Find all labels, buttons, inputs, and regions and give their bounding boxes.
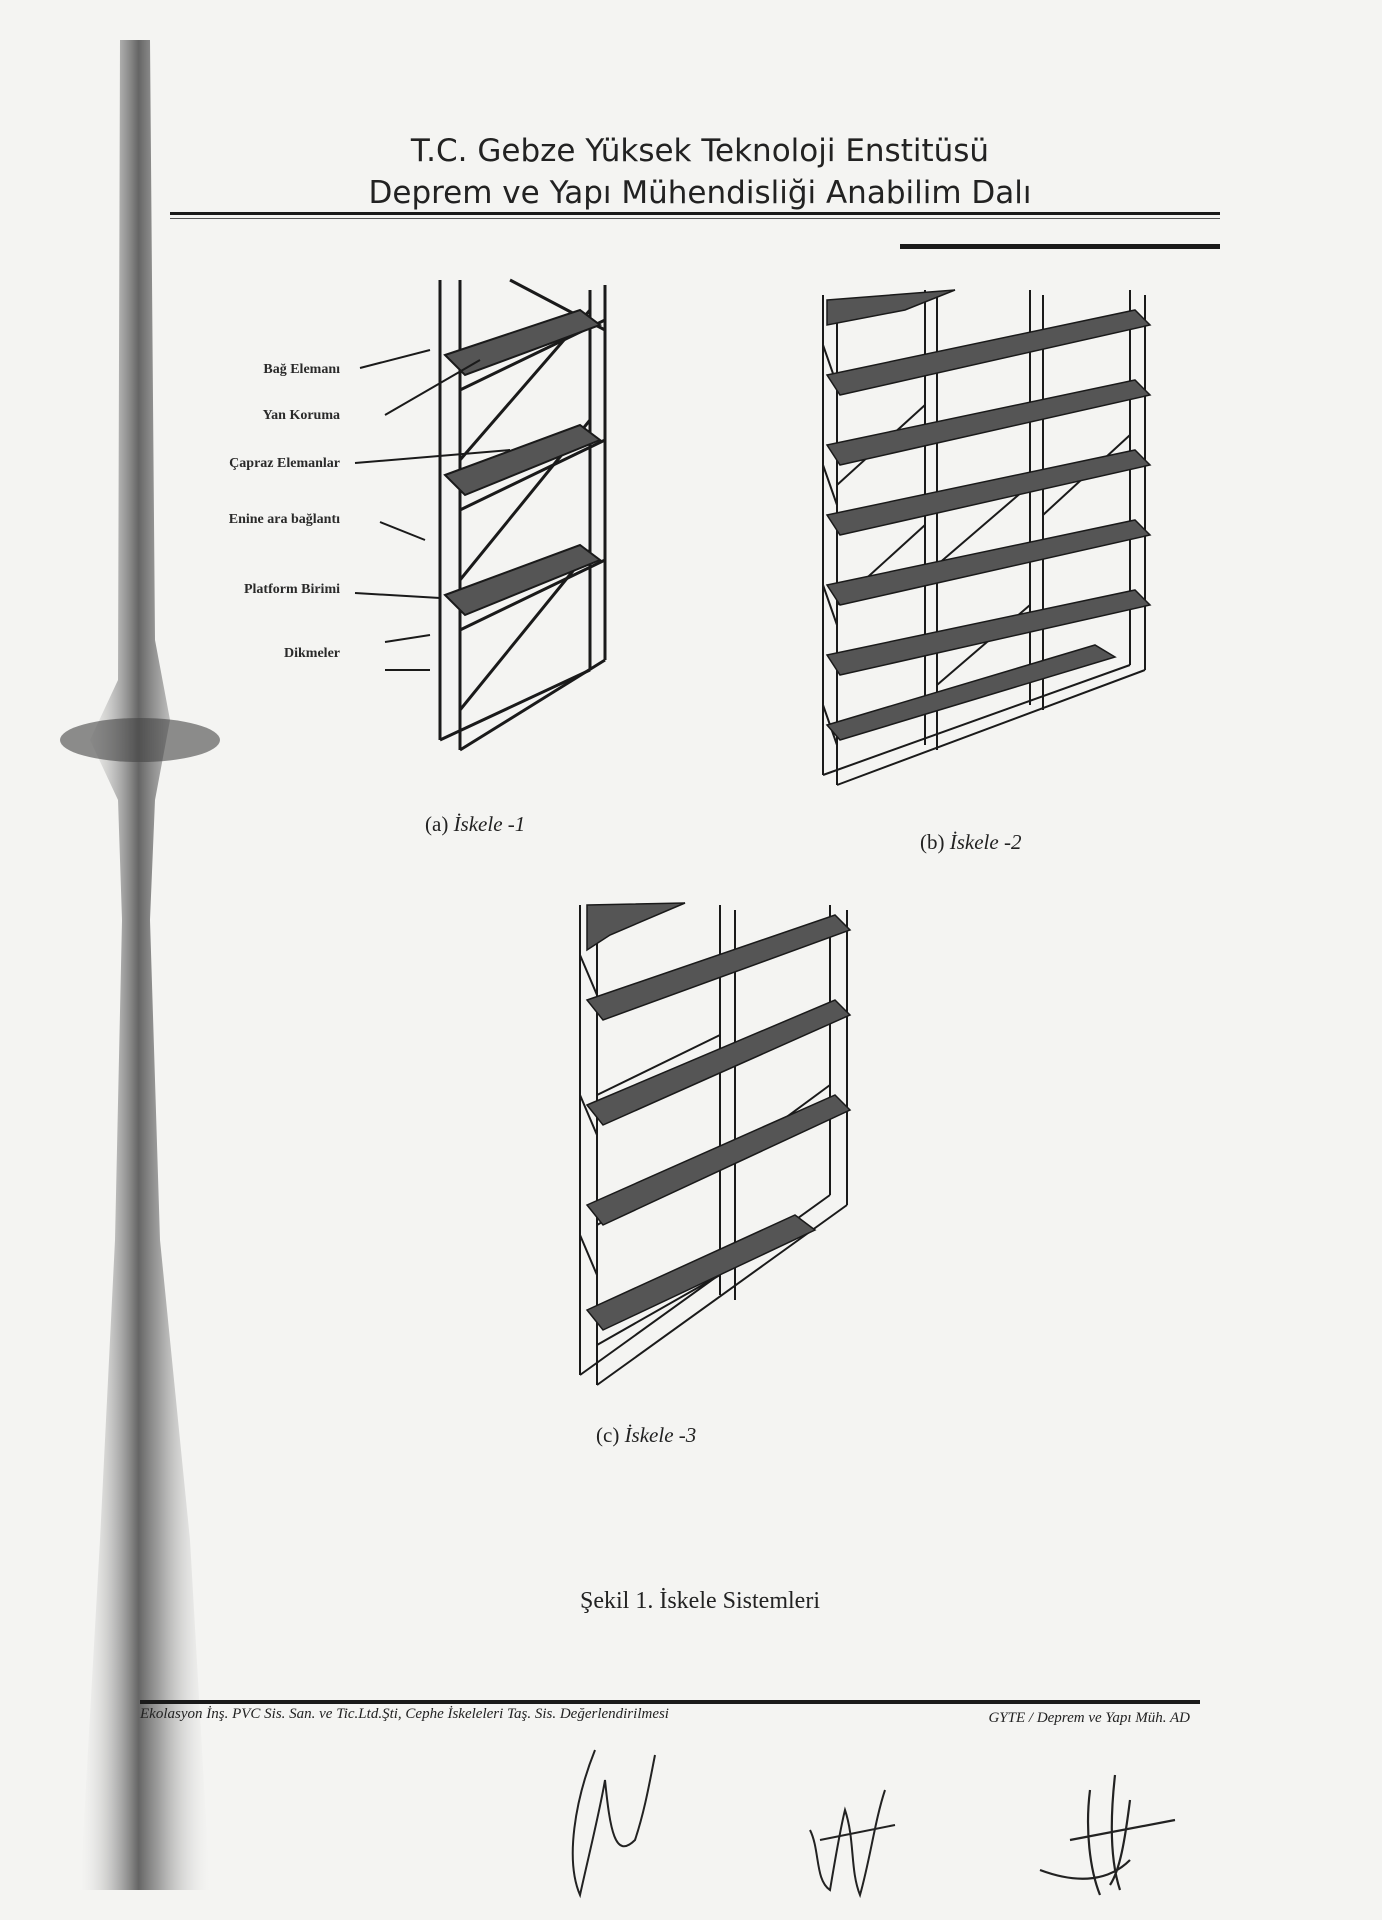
header-line-2: Deprem ve Yapı Mühendisliği Anabilim Dalı [368, 175, 1032, 211]
caption-c-prefix: (c) [596, 1423, 620, 1447]
caption-a [425, 812, 525, 837]
label-leader-lines [340, 340, 520, 680]
scan-shadow [60, 40, 220, 1890]
caption-a-prefix: (a) [425, 812, 449, 836]
header-line-1: T.C. Gebze Yüksek Teknoloji Enstitüsü [410, 133, 990, 169]
label-capraz-elemanlar: Çapraz Elemanlar [229, 456, 340, 471]
scaffold-figure-b [815, 285, 1165, 795]
caption-a-name: İskele -1 [453, 812, 526, 836]
header-rule-thin [170, 218, 1220, 219]
footer-rule [140, 1700, 1200, 1704]
figure-main-caption: Şekil 1. İskele Sistemleri [580, 1588, 820, 1614]
footer-left-text: Ekolasyon İnş. PVC Sis. San. ve Tic.Ltd.Şti, Cephe İskeleleri Taş. Sis. Değerlendirilmesi [140, 1706, 669, 1722]
caption-c [596, 1423, 696, 1448]
caption-b [920, 830, 1021, 855]
signature-1 [545, 1740, 675, 1910]
label-enine-ara-baglanti: Enine ara bağlantı [228, 512, 340, 527]
signature-2 [800, 1770, 910, 1900]
caption-b-name: İskele -2 [949, 830, 1022, 854]
header-rule [170, 212, 1220, 215]
document-header [300, 130, 1100, 214]
scaffold-figure-c [565, 895, 875, 1395]
signature-3 [1020, 1760, 1190, 1910]
label-dikmeler: Dikmeler [284, 646, 340, 661]
caption-c-name: İskele -3 [624, 1423, 697, 1447]
header-rule-thick [900, 244, 1220, 249]
label-platform-birimi: Platform Birimi [243, 582, 340, 597]
label-bag-elemani: Bağ Elemanı [263, 362, 340, 377]
label-yan-koruma: Yan Koruma [262, 408, 340, 423]
caption-b-prefix: (b) [920, 830, 945, 854]
footer-right-text: GYTE / Deprem ve Yapı Müh. AD [988, 1710, 1190, 1726]
